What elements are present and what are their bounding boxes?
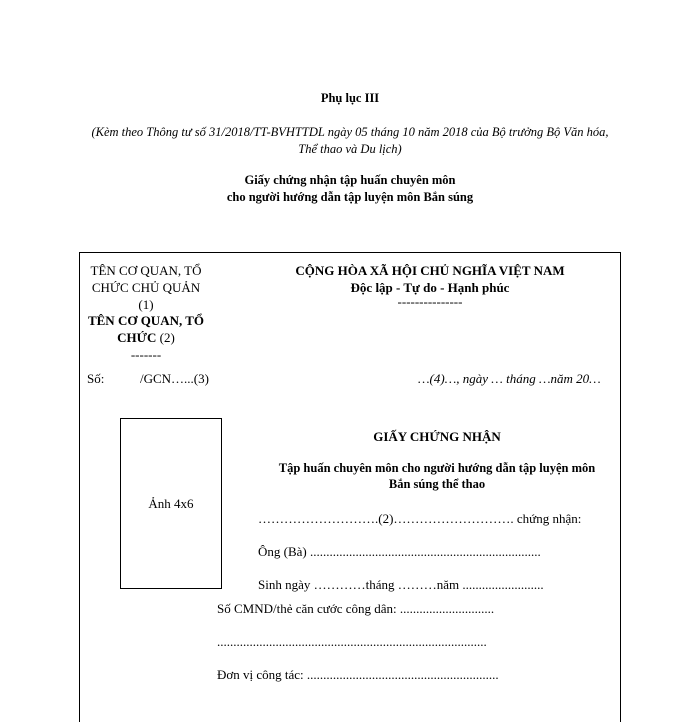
motto-separator: --------------- xyxy=(397,294,463,309)
place-date: …(4)…, ngày … tháng …năm 20… xyxy=(418,371,601,386)
name-field: Ông (Bà) ....................................................................... xyxy=(258,544,541,559)
number-label: Số: xyxy=(87,371,105,386)
birth-date-field: Sinh ngày …………tháng ………năm ......................... xyxy=(258,577,544,592)
agency-name-line2-row xyxy=(82,329,210,346)
number-value: /GCN…...(3) xyxy=(140,371,209,386)
country-name: CỘNG HÒA XÃ HỘI CHỦ NGHĨA VIỆT NAM xyxy=(295,263,565,278)
photo-label: Ảnh 4x6 xyxy=(148,495,194,511)
workplace-field: Đơn vị công tác: ........................................................... xyxy=(217,667,499,682)
certificate-title: GIẤY CHỨNG NHẬN xyxy=(373,429,501,444)
photo-placeholder xyxy=(120,418,222,589)
certificate-subtitle-line1: Tập huấn chuyên môn cho người hướng dẫn tập luyện môn xyxy=(278,461,596,475)
appendix-heading-line1: Giấy chứng nhận tập huấn chuyên môn xyxy=(244,173,456,187)
country-motto: Độc lập - Tự do - Hạnh phúc xyxy=(350,280,510,295)
agency-name-note: (2) xyxy=(159,330,175,345)
blank-line: ................................................................................... xyxy=(217,634,487,649)
appendix-reference: (Kèm theo Thông tư số 31/2018/TT-BVHTTDL ngày 05 tháng 10 năm 2018 của Bộ trưởng Bộ Văn hóa, Thể thao và Du lịch) xyxy=(91,125,609,156)
certifies-line: ……………………….(2)………………………. chứng nhận: xyxy=(258,511,582,526)
id-number-field: Số CMND/thẻ căn cước công dân: ............................. xyxy=(217,601,495,616)
agency-name-line1: TÊN CƠ QUAN, TỔ xyxy=(87,313,205,328)
appendix-heading-line2: cho người hướng dẫn tập luyện môn Bắn súng xyxy=(226,190,474,204)
agency-separator: ------- xyxy=(130,347,162,362)
appendix-title: Phụ lục III xyxy=(320,91,380,105)
certificate-subtitle-line2: Bắn súng thể thao xyxy=(388,477,486,491)
agency-name-line2: CHỨC xyxy=(117,330,157,345)
agency-parent-name: TÊN CƠ QUAN, TỔ CHỨC CHỦ QUẢN xyxy=(90,263,202,295)
agency-parent-note: (1) xyxy=(138,297,154,312)
